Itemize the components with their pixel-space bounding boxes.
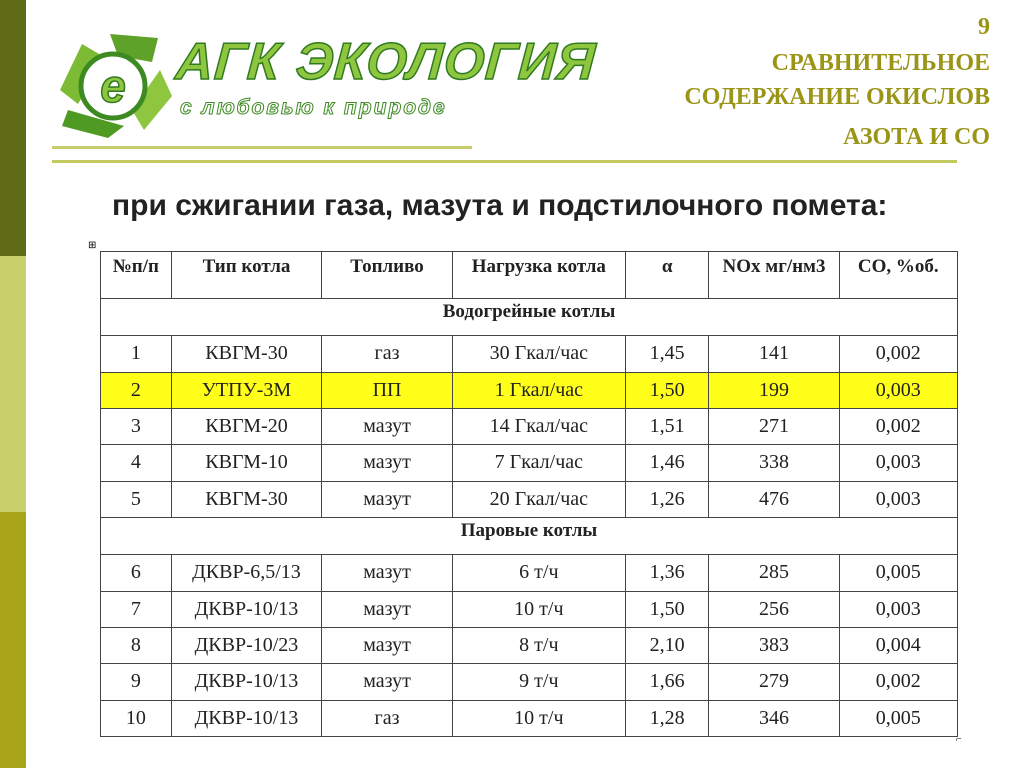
- table-cell: 279: [709, 664, 839, 700]
- table-cell: 20 Гкал/час: [452, 481, 625, 517]
- table-cell: 1,46: [625, 445, 709, 481]
- table-cell: 9: [101, 664, 172, 700]
- emissions-table: [100, 251, 958, 737]
- header-co: CO, %об.: [839, 252, 957, 299]
- section-title: Водогрейные котлы: [101, 299, 958, 336]
- table-cell: 1,26: [625, 481, 709, 517]
- table-cell: 5: [101, 481, 172, 517]
- table-cell: 0,003: [839, 481, 957, 517]
- table-row: [101, 555, 958, 591]
- side-bar-segment-olive: [0, 512, 26, 768]
- table-cell: ДКВР-10/13: [171, 591, 322, 627]
- table-cell: 3: [101, 408, 172, 444]
- section-title: Паровые котлы: [101, 517, 958, 554]
- table-cell: 2,10: [625, 627, 709, 663]
- table-cell: ДКВР-6,5/13: [171, 555, 322, 591]
- table-cell: 1,36: [625, 555, 709, 591]
- table-row: [101, 664, 958, 700]
- table-row: [101, 408, 958, 444]
- table-cell: 141: [709, 336, 839, 372]
- table-cell: ПП: [322, 372, 452, 408]
- header-boiler-type: Тип котла: [171, 252, 322, 299]
- table-cell: КВГМ-30: [171, 481, 322, 517]
- header-alpha: α: [625, 252, 709, 299]
- title-line-2: СОДЕРЖАНИЕ ОКИСЛОВ: [684, 84, 990, 110]
- table-cell: мазут: [322, 664, 452, 700]
- table-cell: 1,28: [625, 700, 709, 736]
- table-cell: мазут: [322, 555, 452, 591]
- table-cell: 6: [101, 555, 172, 591]
- table-cell: 2: [101, 372, 172, 408]
- table-cell: 271: [709, 408, 839, 444]
- header-number: №п/п: [101, 252, 172, 299]
- table-cell: мазут: [322, 627, 452, 663]
- table-row: [101, 445, 958, 481]
- table-cell: КВГМ-30: [171, 336, 322, 372]
- table-cell: газ: [322, 336, 452, 372]
- header-load: Нагрузка котла: [452, 252, 625, 299]
- logo-tagline: с любовью к природе: [180, 96, 447, 119]
- table-cell: 1,50: [625, 372, 709, 408]
- table-row: [101, 336, 958, 372]
- table-cell: 0,005: [839, 700, 957, 736]
- table-cell: мазут: [322, 445, 452, 481]
- table-cell: 7: [101, 591, 172, 627]
- table-cell: КВГМ-10: [171, 445, 322, 481]
- table-cell: 10 т/ч: [452, 591, 625, 627]
- table-cell: мазут: [322, 481, 452, 517]
- table-cell: 1 Гкал/час: [452, 372, 625, 408]
- table-cell: КВГМ-20: [171, 408, 322, 444]
- table-row: [101, 591, 958, 627]
- table-cell: ДКВР-10/23: [171, 627, 322, 663]
- header-divider: [52, 160, 957, 163]
- table-cell: мазут: [322, 408, 452, 444]
- table-cell: 9 т/ч: [452, 664, 625, 700]
- table-cell: 30 Гкал/час: [452, 336, 625, 372]
- table-cell: 0,004: [839, 627, 957, 663]
- company-logo: [48, 26, 598, 156]
- table-anchor-icon: ⊞: [88, 240, 97, 251]
- table-cell: 1,66: [625, 664, 709, 700]
- side-bar-segment-dark: [0, 0, 26, 256]
- table-header-row: [101, 252, 958, 299]
- page-number: 9: [978, 14, 990, 40]
- table-cell: 4: [101, 445, 172, 481]
- table-cell: 0,003: [839, 445, 957, 481]
- table-row: [101, 372, 958, 408]
- title-line-1: СРАВНИТЕЛЬНОЕ: [771, 50, 990, 76]
- table-section-row: [101, 299, 958, 336]
- table-cell: 0,003: [839, 372, 957, 408]
- table-cell: 476: [709, 481, 839, 517]
- table-cell: 338: [709, 445, 839, 481]
- table-row: [101, 700, 958, 736]
- table-cell: ДКВР-10/13: [171, 664, 322, 700]
- table-cell: 256: [709, 591, 839, 627]
- table-cell: 8 т/ч: [452, 627, 625, 663]
- table-resize-icon: ⌐: [956, 734, 962, 745]
- side-color-bar: [0, 0, 26, 768]
- logo-brand-text: АГК ЭКОЛОГИЯ: [173, 33, 598, 91]
- table-cell: 1,45: [625, 336, 709, 372]
- table-row: [101, 481, 958, 517]
- table-cell: 346: [709, 700, 839, 736]
- table-cell: 1,50: [625, 591, 709, 627]
- table-cell: 285: [709, 555, 839, 591]
- table-cell: УТПУ-3М: [171, 372, 322, 408]
- title-line-3: АЗОТА И СО: [843, 124, 990, 150]
- slide-subtitle: при сжигании газа, мазута и подстилочного помета:: [112, 189, 888, 222]
- table-row: [101, 627, 958, 663]
- table-cell: газ: [322, 700, 452, 736]
- logo-emblem-letter: e: [100, 60, 126, 112]
- table-cell: ДКВР-10/13: [171, 700, 322, 736]
- table-cell: 0,002: [839, 408, 957, 444]
- table-cell: 0,003: [839, 591, 957, 627]
- table-cell: 1: [101, 336, 172, 372]
- recycle-emblem-icon: [48, 26, 178, 141]
- table-cell: 6 т/ч: [452, 555, 625, 591]
- table-cell: 8: [101, 627, 172, 663]
- table-cell: 14 Гкал/час: [452, 408, 625, 444]
- table-cell: 10: [101, 700, 172, 736]
- table-cell: 7 Гкал/час: [452, 445, 625, 481]
- table-cell: 0,002: [839, 336, 957, 372]
- table-cell: 0,002: [839, 664, 957, 700]
- header-fuel: Топливо: [322, 252, 452, 299]
- table-cell: 383: [709, 627, 839, 663]
- table-cell: 1,51: [625, 408, 709, 444]
- table-cell: 10 т/ч: [452, 700, 625, 736]
- logo-underline: [52, 146, 472, 149]
- table-section-row: [101, 517, 958, 554]
- slide-title: [570, 46, 990, 154]
- table-cell: 199: [709, 372, 839, 408]
- side-bar-segment-light: [0, 256, 26, 512]
- table-cell: 0,005: [839, 555, 957, 591]
- header-nox: NOx мг/нм3: [709, 252, 839, 299]
- table-cell: мазут: [322, 591, 452, 627]
